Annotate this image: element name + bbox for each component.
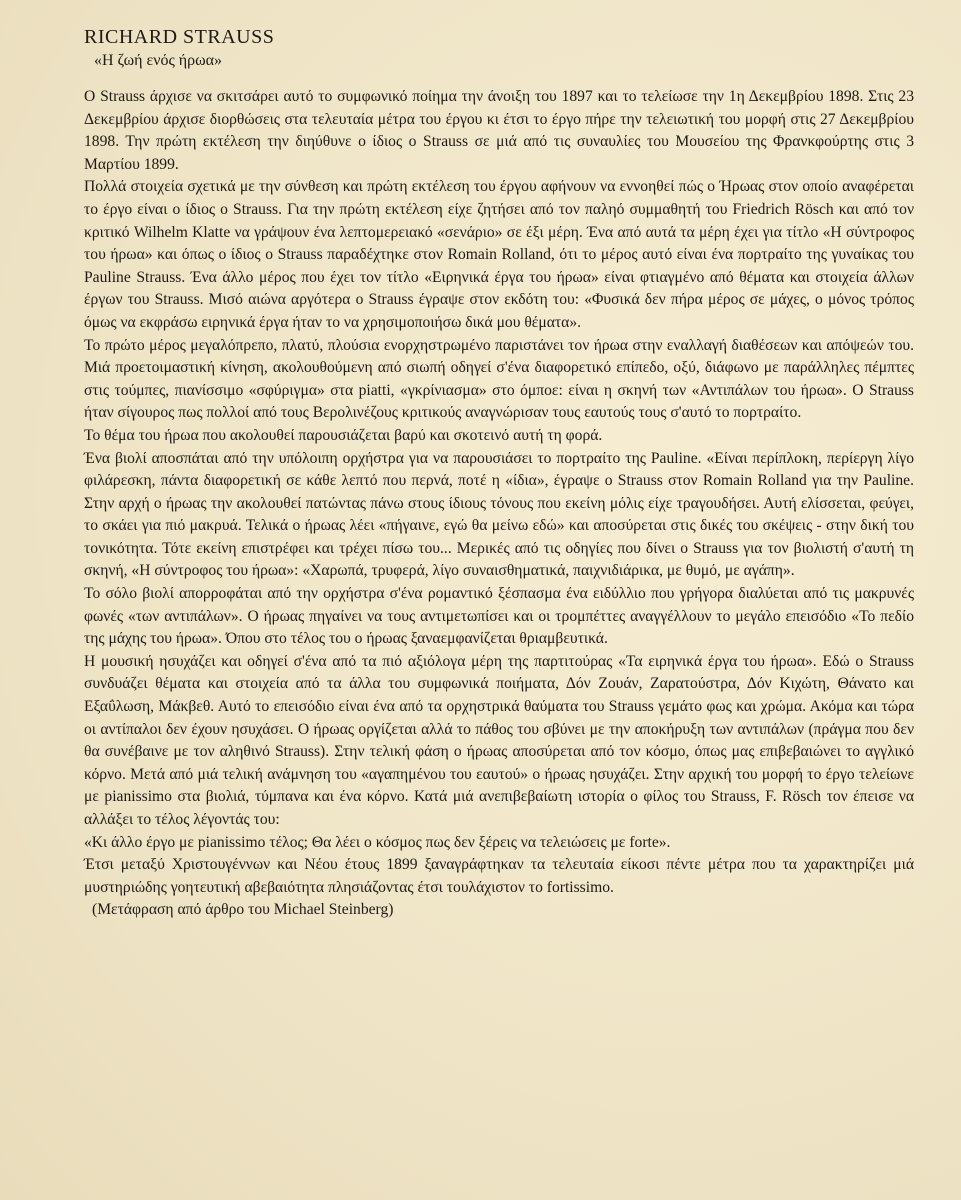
paragraph-composition-history: Ο Strauss άρχισε να σκιτσάρει αυτό το συμφωνικό ποίημα την άνοιξη του 1897 και το τελείωσε την 1η Δεκεμβρίου 1898. Στις 23 Δεκεμβρίου άρχισε διορθώσεις στα τελευταία μέτρα του έργου κι έτσι το έργο πήρε την τελειωτική του μορφή στις 27 Δεκεμβρίου 1898. Την πρώτη εκτέλεση την διηύθυνε ο ίδιος ο Strauss σε μιά από τις συναυλίες του Μουσείου της Φρανκφούρτης στις 3 Μαρτίου 1899. [84,88,914,173]
paragraph-battlefield: Το σόλο βιολί απορροφάται από την ορχήστρα σ'ένα ρομαντικό ξέσπασμα ένα ειδύλλιο που γρήγορα διαλύεται από τις μακρυνές φωνές «των αντιπάλων». Ο ήρωας πηγαίνει να τους αντιμετωπίσει και οι τρομπέττες αναγγέλλουν το μεγάλο επεισόδιο «Το πεδίο της μάχης του ήρωα». Όπου στο τέλος του ο ήρωας ξαναεμφανίζεται θριαμβευτικά. [84,585,914,648]
document-subtitle: «Η ζωή ενός ήρωα» [94,52,223,69]
paragraph-violin-pauline: Ένα βιολί αποσπάται από την υπόλοιπη ορχήστρα για να παρουσιάσει το πορτραίτο της Pauline. «Είναι περίπλοκη, περίεργη λίγο φιλάρεσκη, πάντα διαφορετική σε κάθε λεπτό που περνά, ποτέ η «ίδια», έγραψε ο Strauss στον Romain Rolland για την Pauline. Στην αρχή ο ήρωας την ακολουθεί πατώντας πάνω στους ίδιους τόνους που εκείνη μόλις είχε τραγουδήσει. Αυτή ελίσσεται, φεύγει, το σκάει για πιό μακρυά. Τελικά ο ήρωας λέει «πήγαινε, εγώ θα μείνω εδώ» και αποσύρεται στις δικές του σκέψεις - στην δική του τονικότητα. Τότε εκείνη επιστρέφει και τρέχει πίσω του... Μερικές από τις οδηγίες που δίνει ο Strauss για τον βιολιστή σ'αυτή τη σκηνή, «Η σύντροφος του ήρωα»: «Χαρωπά, τρυφερά, λίγο συναισθηματικά, παιχνιδιάρικα, με θυμό, με αγάπη». [84,449,914,580]
paragraph-ending: Έτσι μεταξύ Χριστουγέννων και Νέου έτους 1899 ξαναγράφτηκαν τα τελευταία είκοσι πέντε μέτρα που τα χαρακτηρίζει μιά μυστηριώδης γοητευτική αβεβαιότητα πλησιάζοντας έτσι τουλάχιστον το fortissimo. [84,856,914,896]
document-title: RICHARD STRAUSS [84,26,275,48]
paragraph-hero-identity: Πολλά στοιχεία σχετικά με την σύνθεση και πρώτη εκτέλεση του έργου αφήνουν να εννοηθεί πώς ο Ήρωας στον οποίο αναφέρεται το έργο είναι ο ίδιος ο Strauss. Για την πρώτη εκτέλεση είχε ζητήσει από τον παληό συμμαθητή του Friedrich Rösch και από τον κριτικό Wilhelm Klatte να γράψουν ένα λεπτομερειακό «σενάριο» σε έξι μέρη. Ένα από αυτά τα μέρη έχει για τίτλο «Η σύντροφος του ήρωα» και όπως ο ίδιος ο Strauss παραδέχτηκε στον Romain Rolland, ότι το μέρος αυτό είναι ένα πορτραίτο της γυναίκας του Pauline Strauss. Ένα άλλο μέρος που έχει τον τίτλο «Ειρηνικά έργα του ήρωα» είναι φτιαγμένο από θέματα και στοιχεία άλλων έργων του Strauss. Μισό αιώνα αργότερα ο Strauss έγραψε στον εκδότη του: «Φυσικά δεν πήρα μέρος σε μάχες, ο μόνος τρόπος όμως να εκφράσω ειρηνικά έργα ήταν το να χρησιμοποιήσω δικά μου θέματα». [84,178,914,331]
paragraph-quote: «Κι άλλο έργο με pianissimo τέλος; Θα λέει ο κόσμος πως δεν ξέρεις να τελειώσεις με forte». [84,833,671,851]
paragraph-hero-theme: Το θέμα του ήρωα που ακολουθεί παρουσιάζεται βαρύ και σκοτεινό αυτή τη φορά. [84,426,603,444]
paragraph-first-part: Το πρώτο μέρος μεγαλόπρεπο, πλατύ, πλούσια ενορχηστρωμένο παριστάνει τον ήρωα στην εναλλαγή διαθέσεων και απόψεών του. Μιά προετοιμαστική κίνηση, ακολουθούμενη από σιωπή οδηγεί σ'ένα διαφορετικό επίπεδο, οξύ, διάφωνο με παράλληλες πέμπτες στις τούμπες, πιανίσσιμο «σφύριγμα» στα piatti, «γκρίνιασμα» στο όμποε: είναι η σκηνή των «Αντιπάλων του ήρωα». Ο Strauss ήταν σίγουρος πως πολλοί από τους Βερολινέζους κριτικούς αναγνώρισαν τους εαυτούς τους σ'αυτό το πορτραίτο. [84,336,914,422]
translation-credit: (Μετάφραση από άρθρο του Michael Steinberg) [92,901,394,919]
paragraph-peaceful-works: Η μουσική ησυχάζει και οδηγεί σ'ένα από τα πιό αξιόλογα μέρη της παρτιτούρας «Τα ειρηνικά έργα του ήρωα». Εδώ ο Strauss συνδυάζει θέματα και στοιχεία από τα άλλα του συμφωνικά ποιήματα, Δόν Ζουάν, Ζαρατούστρα, Δόν Κιχώτη, Θάνατο και Εξαΰλωση, Μάκβεθ. Αυτό το επεισόδιο είναι ένα από τα ορχηστρικά θαύματα του Strauss γεμάτο φως και χρώμα. Ακόμα και τώρα οι αντίπαλοι δεν έχουν ησυχάσει. Ο ήρωας οργίζεται αλλά το πάθος του σβύνει με την αποκήρυξη των αντιπάλων (πράγμα που δεν θα συνέβαινε με τον αληθινό Strauss). Στην τελική φάση ο ήρωας αποσύρεται από τον κόσμο, όπως μας επιβεβαιώνει το αγγλικό κόρνο. Μετά από μιά τελική ανάμνηση του «αγαπημένου του εαυτού» ο ήρωας ησυχάζει. Στην αρχική του μορφή το έργο τελείωνε με pianissimo στα βιολιά, τύμπανα και ένα κόρνο. Κατά μιά ανεπιβεβαίωτη ιστορία ο φίλος του Strauss, F. Rösch τον έπεισε να αλλάξει το τέλος λέγοντάς του: [84,652,914,828]
document-page [84,24,914,922]
